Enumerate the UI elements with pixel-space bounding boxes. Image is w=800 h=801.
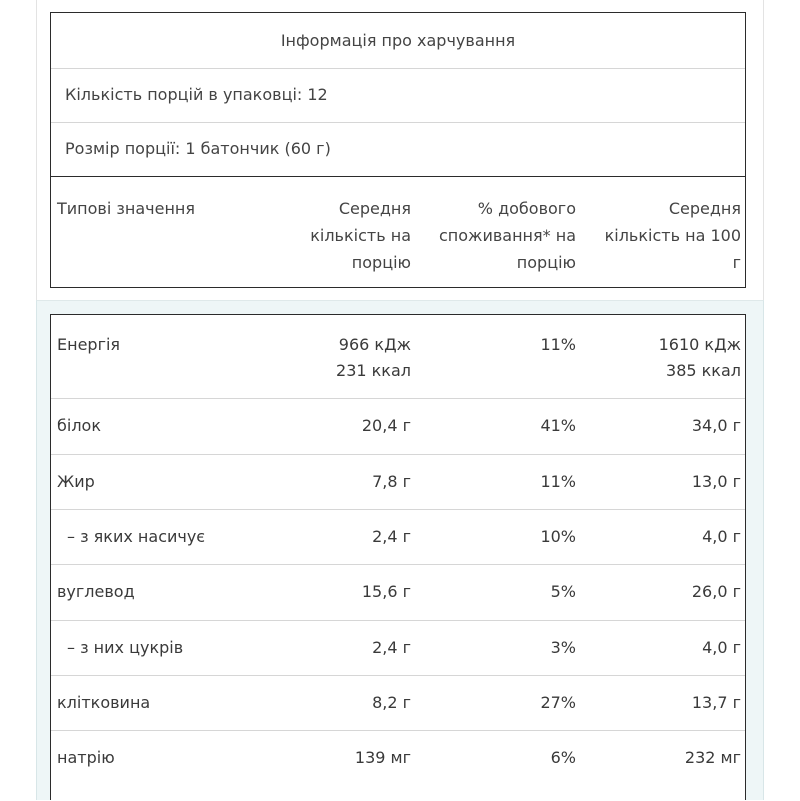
daily-percent-value: 6% bbox=[550, 748, 576, 767]
per-portion-value bbox=[301, 332, 411, 384]
table-row-sugars bbox=[51, 621, 745, 676]
per-portion-value: 7,8 г bbox=[372, 472, 411, 491]
table-row-saturated-fat bbox=[51, 510, 745, 565]
per-100g-value bbox=[587, 332, 741, 384]
per-portion-value: 2,4 г bbox=[372, 527, 411, 546]
table-row-fat bbox=[51, 455, 745, 510]
nutrient-name: Жир bbox=[57, 472, 95, 491]
per-100g-value: 232 мг bbox=[684, 748, 741, 767]
column-headers-row bbox=[51, 177, 745, 288]
column-header-daily-percent bbox=[421, 195, 576, 276]
table-row-carbohydrate bbox=[51, 565, 745, 621]
per-portion-value: 139 мг bbox=[354, 748, 411, 767]
nutrient-name: натрію bbox=[57, 748, 115, 767]
column-header-per-portion bbox=[301, 195, 411, 276]
per-portion-value: 2,4 г bbox=[372, 638, 411, 657]
table-row-sodium bbox=[51, 731, 745, 801]
daily-percent-value: 10% bbox=[540, 527, 576, 546]
per-portion-value: 20,4 г bbox=[361, 416, 411, 435]
daily-percent-value: 27% bbox=[540, 693, 576, 712]
value-line: 1610 кДж bbox=[658, 335, 741, 354]
nutrition-values-table bbox=[50, 314, 746, 800]
per-100g-value: 4,0 г bbox=[702, 638, 741, 657]
daily-percent-value: 11% bbox=[540, 335, 576, 354]
column-header-line: Середня bbox=[338, 199, 411, 218]
per-100g-value: 26,0 г bbox=[691, 582, 741, 601]
table-row-protein bbox=[51, 399, 745, 455]
value-line: 966 кДж bbox=[338, 335, 411, 354]
column-header-line: порцію bbox=[516, 253, 576, 272]
nutrition-header-table bbox=[50, 12, 746, 288]
nutrient-name: – з них цукрів bbox=[67, 638, 184, 657]
per-100g-value: 13,0 г bbox=[691, 472, 741, 491]
column-header-line: % добового bbox=[477, 199, 576, 218]
column-header-line: споживання* на bbox=[439, 226, 576, 245]
column-header-typical: Типові значення bbox=[57, 199, 195, 218]
table-row-energy bbox=[51, 315, 745, 399]
per-portion-value: 15,6 г bbox=[361, 582, 411, 601]
portions-row bbox=[51, 69, 745, 123]
value-line: 231 ккал bbox=[336, 361, 411, 380]
per-100g-value: 13,7 г bbox=[691, 693, 741, 712]
header-title-row bbox=[51, 13, 745, 69]
nutrient-name: вуглевод bbox=[57, 582, 135, 601]
daily-percent-value: 5% bbox=[550, 582, 576, 601]
nutrient-name: клітковина bbox=[57, 693, 151, 712]
column-header-line: кількість на 100 bbox=[604, 226, 741, 245]
portions-count: Кількість порцій в упаковці: 12 bbox=[65, 85, 328, 104]
per-100g-value: 4,0 г bbox=[702, 527, 741, 546]
value-line: 385 ккал bbox=[666, 361, 741, 380]
per-100g-value: 34,0 г bbox=[691, 416, 741, 435]
nutrient-name: Енергія bbox=[57, 335, 121, 354]
nutrient-name: білок bbox=[57, 416, 101, 435]
column-header-line: порцію bbox=[351, 253, 411, 272]
column-header-line: кількість на bbox=[310, 226, 411, 245]
daily-percent-value: 3% bbox=[550, 638, 576, 657]
column-header-line: Середня bbox=[668, 199, 741, 218]
daily-percent-value: 41% bbox=[540, 416, 576, 435]
portion-size: Розмір порції: 1 батончик (60 г) bbox=[65, 139, 331, 158]
column-header-line: г bbox=[732, 253, 741, 272]
daily-percent-value: 11% bbox=[540, 472, 576, 491]
column-header-per-100g bbox=[587, 195, 741, 276]
nutrient-name: – з яких насичує bbox=[67, 527, 206, 546]
table-row-fiber bbox=[51, 676, 745, 731]
nutrition-title: Інформація про харчування bbox=[280, 31, 516, 50]
portion-size-row bbox=[51, 123, 745, 177]
per-portion-value: 8,2 г bbox=[372, 693, 411, 712]
